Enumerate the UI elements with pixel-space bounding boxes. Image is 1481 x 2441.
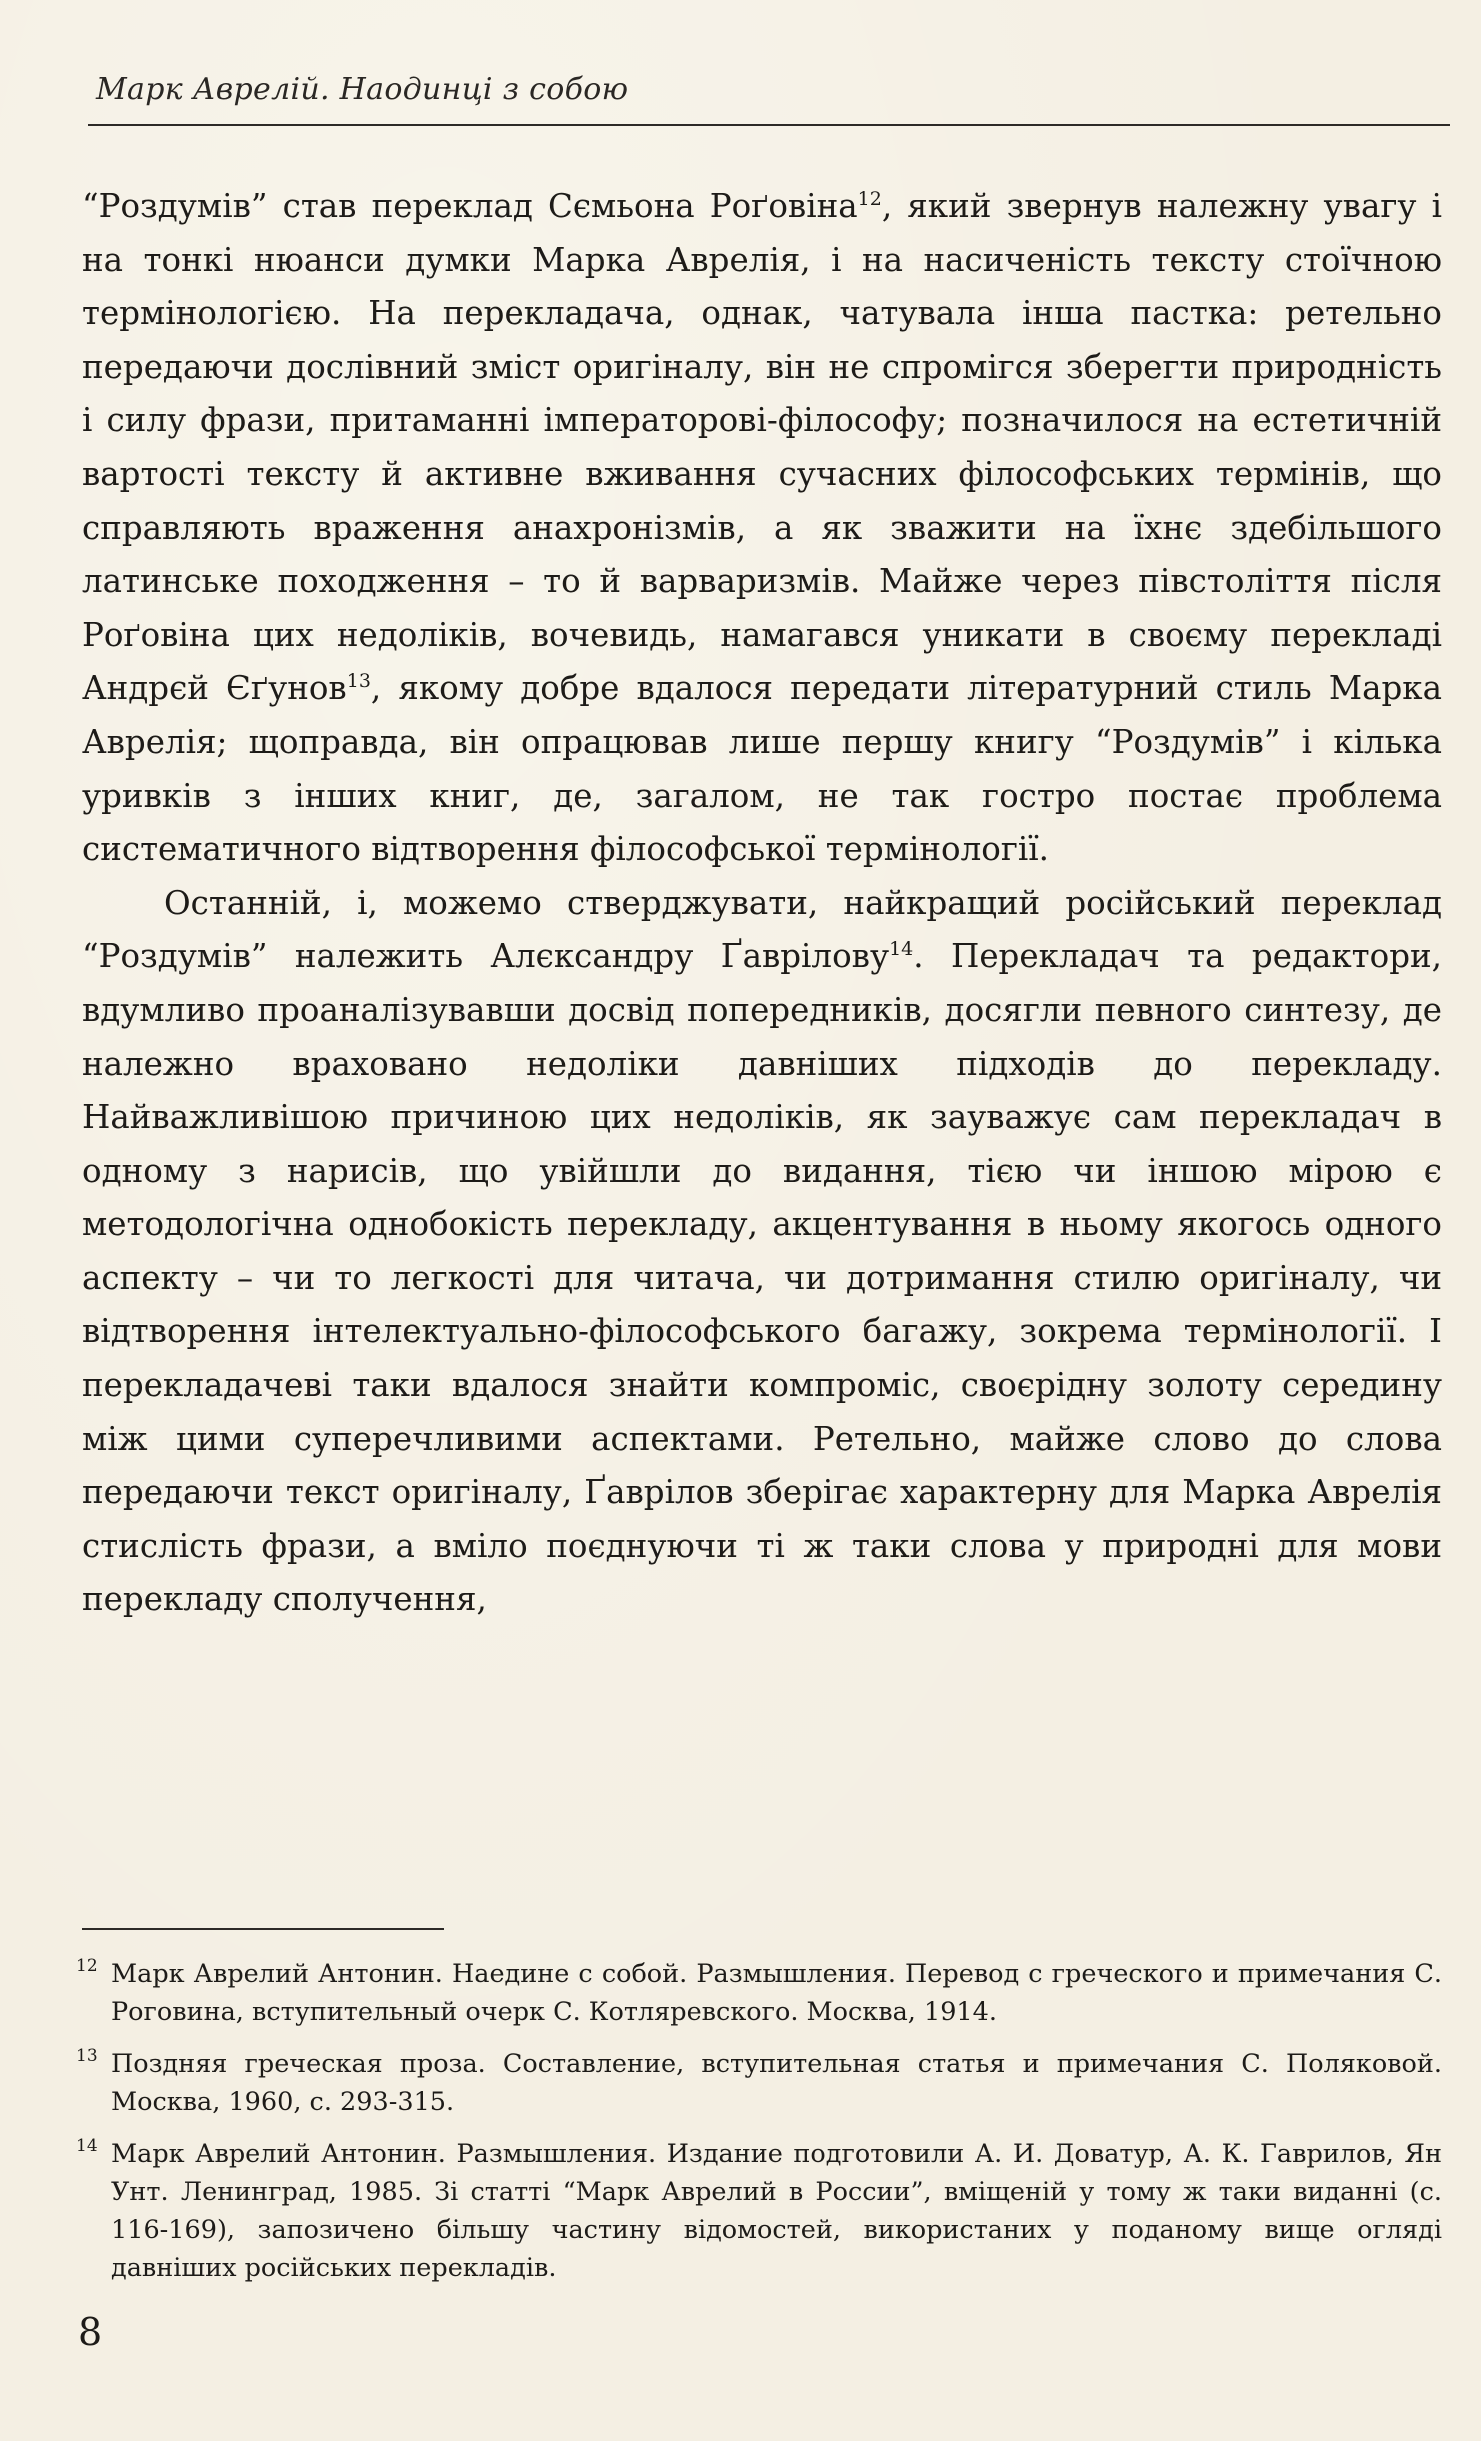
paragraph-1: [82, 180, 1442, 877]
paragraph-1-text-a: “Роздумів” став переклад Сємьона Роґовіна: [82, 187, 858, 225]
paragraph-1-text-c: , якому добре вдалося передати літературний стиль Марка Аврелія; щоправда, він опрацював лише першу книгу “Роздумів” і кілька уривків з інших книг, де, загалом, не так гостро постає проблема систематичного відтворення філософської термінології.: [82, 669, 1442, 869]
paragraph-2-text-a: Останній, і, можемо стверджувати, найкращий російський переклад “Роздумів” належить Алєксандру Ґаврілову: [82, 883, 1442, 976]
footnote-12: [76, 1955, 1442, 2031]
header-rule: [88, 124, 1450, 126]
paragraph-2-text-b: . Перекладач та редактори, вдумливо проаналізувавши досвід попередників, досягли певного синтезу, де належно враховано недоліки давніших підходів до перекладу. Найважливішою причиною цих недоліків, як зауважує сам перекладач в одному з нарисів, що увійшли до видання, тією чи іншою мірою є методологічна однобокість перекладу, акцентування в ньому якогось одного аспекту – чи то легкості для читача, чи дотримання стилю оригіналу, чи відтворення інтелектуально-філософського багажу, зокрема термінології. І перекладачеві таки вдалося знайти компроміс, своєрідну золоту середину між цими суперечливими аспектами. Ретельно, майже слово до слова передаючи текст оригіналу, Ґаврілов зберігає характерну для Марка Аврелія стислість фрази, а вміло поєднуючи ті ж таки слова у природні для мови перекладу сполучення,: [82, 937, 1442, 1619]
footnotes: [76, 1955, 1442, 2301]
footnote-ref-14[interactable]: 14: [889, 938, 914, 961]
running-header: Марк Аврелій. Наодинці з собою: [96, 72, 629, 107]
footnote-text: Марк Аврелий Антонин. Наедине с собой. Размышления. Перевод с греческого и примечания С. Роговина, вступительный очерк С. Котляревского. Москва, 1914.: [111, 1959, 1442, 2027]
paragraph-2: [82, 877, 1442, 1627]
footnote-number: 13: [76, 2046, 98, 2066]
footnote-ref-12[interactable]: 12: [857, 188, 882, 211]
footnote-text: Марк Аврелий Антонин. Размышления. Издание подготовили А. И. Доватур, А. К. Гаврилов, Ян Унт. Ленинград, 1985. Зі статті “Марк Аврелий в России”, вміщеній у тому ж таки виданні (с. 116-169), запозичено більшу частину відомостей, використаних у поданому вище огляді давніших російських перекладів.: [111, 2139, 1442, 2283]
paragraph-1-text-b: , який звернув належну увагу і на тонкі нюанси думки Марка Аврелія, і на насиченість тексту стоїчною термінологією. На перекладача, однак, чатувала інша пастка: ретельно передаючи дослівний зміст оригіналу, він не спромігся зберегти природність і силу фрази, притаманні імператорові-філософу; позначилося на естетичній вартості тексту й активне вживання сучасних філософських термінів, що справляють враження анахронізмів, а як зважити на їхнє здебільшого латинське походження – то й варваризмів. Майже через півстоліття після Роґовіна цих недоліків, вочевидь, намагався уникати в своєму перекладі Андрєй Єґунов: [82, 187, 1443, 708]
main-text: [82, 180, 1442, 1627]
footnote-text: Поздняя греческая проза. Составление, вступительная статья и примечания С. Поляковой. Москва, 1960, с. 293-315.: [111, 2049, 1442, 2117]
footnote-13: [76, 2045, 1442, 2121]
footnote-number: 12: [76, 1956, 98, 1976]
page-number: 8: [78, 2310, 103, 2354]
footnote-14: [76, 2135, 1442, 2287]
footnote-number: 14: [76, 2136, 98, 2156]
footnote-ref-13[interactable]: 13: [346, 670, 371, 693]
footnote-separator: [82, 1928, 444, 1930]
